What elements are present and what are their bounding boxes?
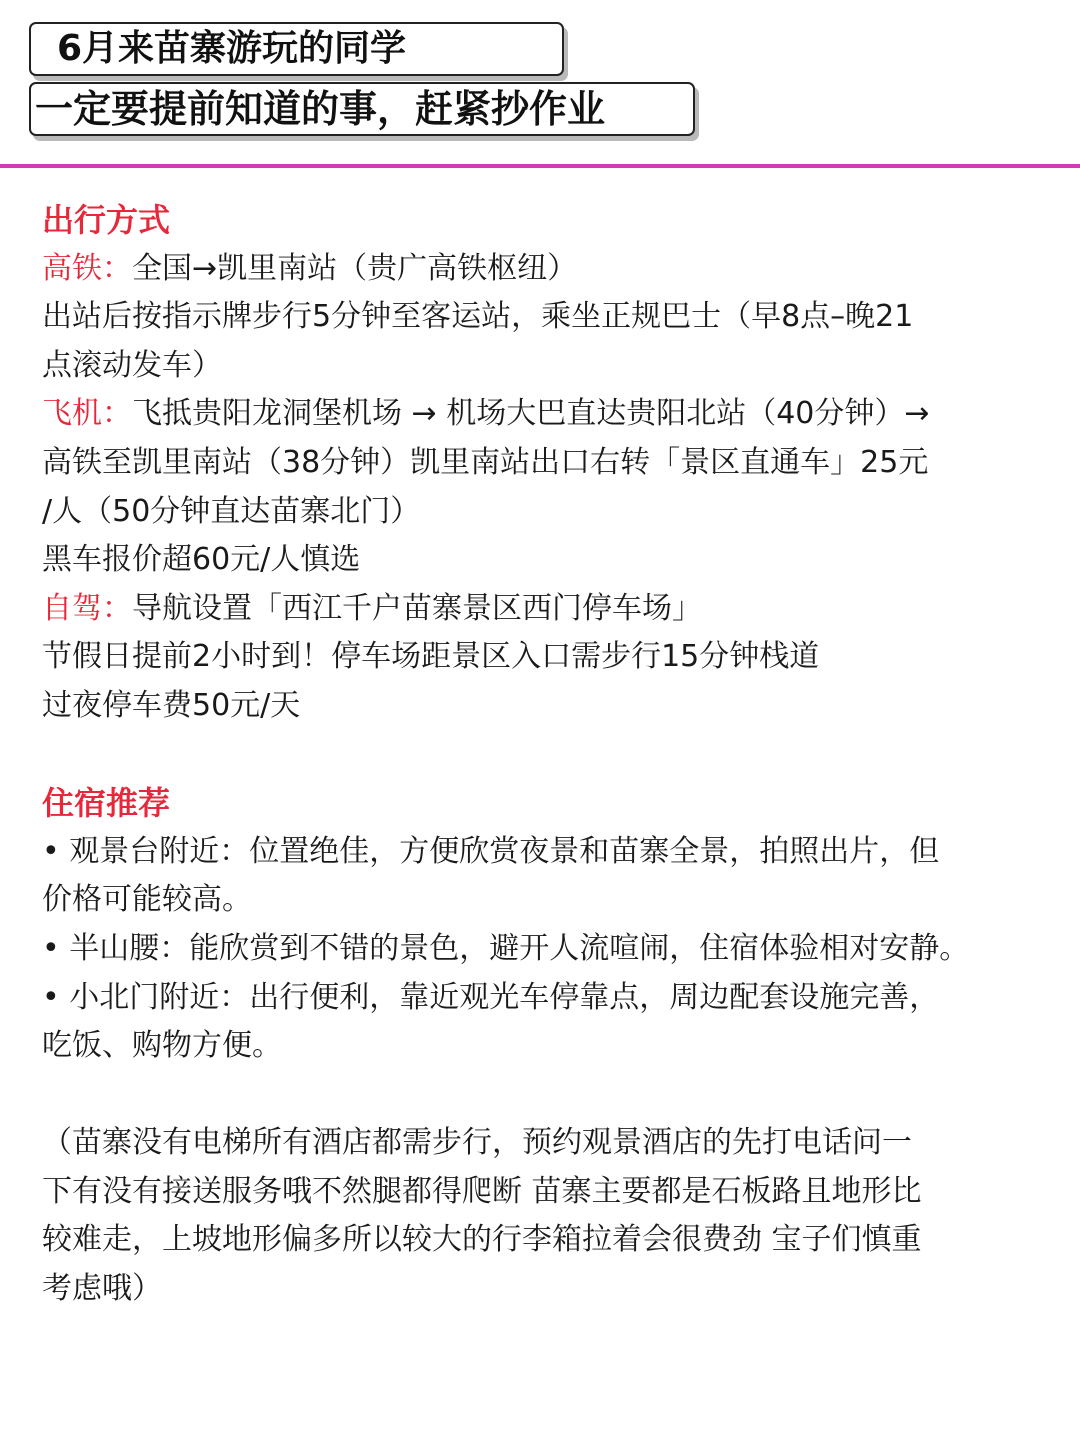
drive-line-1	[42, 585, 1072, 634]
title-line-2-text: 一定要提前知道的事，赶紧抄作业	[35, 87, 606, 131]
lodging-section	[42, 779, 1072, 1071]
list-item	[42, 974, 1072, 1071]
section-divider	[0, 164, 1080, 168]
drive-line-2: 节假日提前2小时到！停车场距景区入口需步行15分钟栈道	[42, 639, 820, 675]
spacer	[42, 1071, 1072, 1120]
lodging-item-1-line-1: • 观景台附近：位置绝佳，方便欣赏夜景和苗寨全景，拍照出片，但	[42, 833, 940, 869]
lodging-item-1-line-2: 价格可能较高。	[42, 882, 252, 918]
plane-line-2: 高铁至凯里南站（38分钟）凯里南站出口右转「景区直通车」25元	[42, 444, 929, 480]
title-line-1	[29, 22, 564, 76]
plane-line-3: /人（50分钟直达苗寨北门）	[42, 493, 421, 529]
train-route-line	[42, 245, 1072, 294]
title-line-1-text: 6月来苗寨游玩的同学	[57, 28, 407, 69]
article-body	[42, 196, 1072, 1314]
transport-section	[42, 196, 1072, 731]
note-line-3: 较难走，上坡地形偏多所以较大的行李箱拉着会很费劲 宝子们慎重	[42, 1222, 922, 1258]
train-detail-line-2: 点滚动发车）	[42, 347, 222, 383]
note-line-1: （苗寨没有电梯所有酒店都需步行，预约观景酒店的先打电话问一	[42, 1125, 912, 1161]
drive-label: 自驾：	[42, 590, 132, 626]
train-route: 全国→凯里南站（贵广高铁枢纽）	[132, 250, 578, 286]
lodging-item-2-line-1: • 半山腰：能欣赏到不错的景色，避开人流喧闹，住宿体验相对安静。	[42, 930, 970, 966]
note-line-4: 考虑哦）	[42, 1271, 162, 1307]
list-item	[42, 925, 1072, 974]
note-line-2: 下有没有接送服务哦不然腿都得爬断 苗寨主要都是石板路且地形比	[42, 1173, 922, 1209]
lodging-heading: 住宿推荐	[42, 784, 171, 823]
plane-line-1	[42, 390, 1072, 439]
spacer	[42, 731, 1072, 780]
train-detail-line-1: 出站后按指示牌步行5分钟至客运站，乘坐正规巴士（早8点–晚21	[42, 299, 914, 335]
drive-navigation: 导航设置「西江千户苗寨景区西门停车场」	[132, 590, 702, 626]
title-line-2	[29, 82, 695, 136]
train-label: 高铁：	[42, 250, 132, 286]
plane-route: 飞抵贵阳龙洞堡机场 → 机场大巴直达贵阳北站（40分钟）→	[132, 396, 930, 432]
transport-heading: 出行方式	[42, 201, 171, 239]
plane-line-4: 黑车报价超60元/人慎选	[42, 542, 361, 578]
lodging-item-3-line-2: 吃饭、购物方便。	[42, 1028, 282, 1064]
drive-line-3: 过夜停车费50元/天	[42, 687, 301, 723]
plane-label: 飞机：	[42, 396, 132, 432]
lodging-item-3-line-1: • 小北门附近：出行便利，靠近观光车停靠点，周边配套设施完善，	[42, 979, 940, 1015]
note-section	[42, 1119, 1072, 1313]
list-item	[42, 828, 1072, 925]
